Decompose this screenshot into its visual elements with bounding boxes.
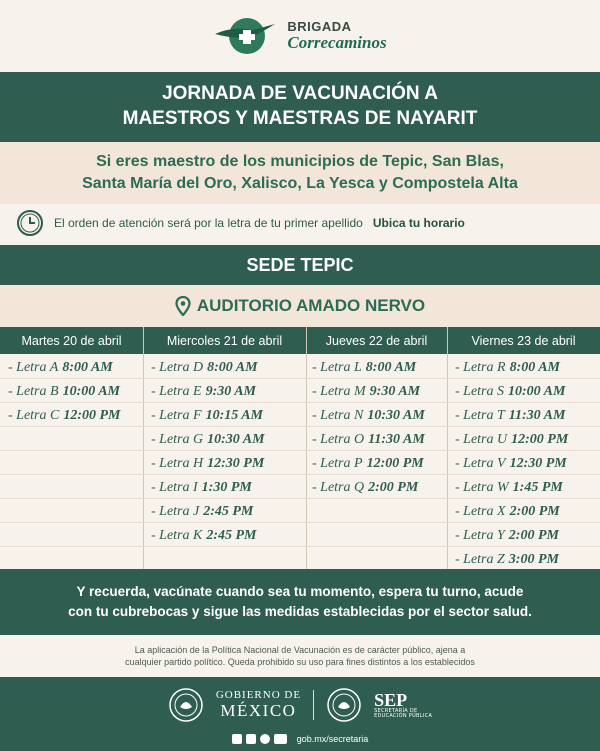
slot-time: 10:00 AM [508,384,566,399]
slot-letter: - Letra W [455,480,509,495]
attention-order-note [0,204,600,242]
slot-letter: - Letra P [312,456,363,471]
slot-letter: - Letra U [455,432,508,447]
slot-letter: - Letra O [312,432,365,447]
sep-sub2: EDUCACIÓN PÚBLICA [374,713,433,719]
location-pin-icon [175,296,191,316]
slot-letter: - Letra V [455,456,506,471]
slot-jueves-6 [312,476,418,500]
slot-letter: - Letra F [151,408,202,423]
day-header-miercoles: Miercoles 21 de abril [166,333,283,348]
twitter-icon[interactable] [246,734,256,744]
facebook-icon[interactable] [232,734,242,744]
slot-letter: - Letra Y [455,528,505,543]
social-links [0,731,600,747]
slot-time: 10:15 AM [205,408,263,423]
intro-line2: Santa María del Oro, Xalisco, La Yesca y Compostela Alta [82,175,518,192]
slot-time: 11:30 AM [508,408,566,423]
slot-jueves-5 [312,452,424,476]
column-divider [143,327,144,569]
order-text: El orden de atención será por la letra de tu primer apellido [54,216,363,230]
roadrunner-logo-icon [213,14,277,58]
slot-letter: - Letra M [312,384,366,399]
slot-letter: - Letra R [455,360,506,375]
disclaimer-line1: La aplicación de la Política Nacional de Vacunación es de carácter público, ajena a [134,644,466,655]
slot-letter: - Letra S [455,384,504,399]
slot-viernes-4 [455,428,568,452]
day-header-jueves: Jueves 22 de abril [325,333,428,348]
slot-viernes-3 [455,404,565,428]
slot-jueves-4 [312,428,425,452]
sep-seal-icon [326,687,362,723]
slot-letter: - Letra L [312,360,362,375]
slot-time: 2:00 PM [509,504,560,519]
youtube-icon[interactable] [274,734,287,744]
slot-viernes-5 [455,452,567,476]
slot-letter: - Letra T [455,408,505,423]
intro-line1: Si eres maestro de los municipios de Tepic, San Blas, [96,153,504,171]
slot-time: 10:30 AM [367,408,425,423]
mexico-seal-icon [168,687,204,723]
reminder-line2: con tu cubrebocas y sigue las medidas establecidas por el sector salud. [68,604,532,619]
logo-divider [313,690,314,720]
day-header-viernes: Viernes 23 de abril [471,333,576,348]
instagram-icon[interactable] [260,734,270,744]
slot-letter: - Letra A [8,360,59,375]
slot-jueves-3 [312,404,425,428]
slot-time: 10:30 AM [207,432,265,447]
sede-title: SEDE TEPIC [0,245,600,285]
slot-martes-1 [8,356,113,380]
logo-line2: Correcaminos [287,32,387,52]
venue-name: AUDITORIO AMADO NERVO [196,296,426,315]
slot-time: 11:30 AM [368,432,425,447]
slot-miercoles-4 [151,428,265,452]
slot-jueves-2 [312,380,420,404]
slot-letter: - Letra D [151,360,204,375]
slot-viernes-6 [455,476,563,500]
slot-miercoles-5 [151,452,264,476]
slot-time: 8:00 AM [365,360,417,375]
slot-viernes-8 [455,524,559,548]
slot-letter: - Letra C [8,408,60,423]
sep-logo-text [374,691,432,719]
slot-miercoles-2 [151,380,256,404]
schedule-table [0,327,600,569]
slot-time: 9:30 AM [369,384,421,399]
reminder-line1: Y recuerda, vacúnate cuando sea tu momento, espera tu turno, acude [76,584,524,600]
sep-sub1: SECRETARÍA DE [374,708,418,714]
slot-miercoles-7 [151,500,253,524]
schedule-header [0,327,600,354]
logo-line1: BRIGADA [287,19,352,35]
slot-time: 8:00 AM [207,360,258,375]
slot-time: 2:45 PM [206,528,257,543]
slot-time: 2:00 PM [368,480,419,495]
gob-line2: MÉXICO [220,700,297,720]
slot-letter: - Letra Z [455,552,505,567]
slot-time: 8:00 AM [509,360,560,375]
sep-name: SEP [374,690,408,710]
intro-text [0,142,600,204]
website-link[interactable]: gob.mx/secretaria [296,734,369,744]
slot-time: 2:45 PM [203,504,254,519]
title-line1: JORNADA DE VACUNACIÓN A [162,83,438,105]
government-logos [0,683,600,727]
slot-time: 12:00 PM [366,456,424,471]
reminder-message [0,569,600,635]
gob-line1: GOBIERNO DE [215,689,302,702]
order-highlight: Ubica tu horario [372,216,465,230]
slot-miercoles-1 [151,356,258,380]
slot-viernes-1 [455,356,560,380]
slot-miercoles-8 [151,524,257,548]
slot-time: 8:00 AM [62,360,113,375]
slot-miercoles-6 [151,476,252,500]
slot-letter: - Letra E [151,384,202,399]
legal-disclaimer [0,635,600,677]
slot-time: 1:30 PM [201,480,252,495]
slot-time: 3:00 PM [508,552,559,567]
slot-time: 12:30 PM [207,456,265,471]
slot-jueves-1 [312,356,416,380]
slot-letter: - Letra G [151,432,204,447]
slot-time: 1:45 PM [512,480,563,495]
slot-martes-3 [8,404,121,428]
slot-martes-2 [8,380,120,404]
slot-time: 12:00 PM [63,408,121,423]
slot-time: 2:00 PM [508,528,559,543]
slot-viernes-7 [455,500,560,524]
slot-letter: - Letra B [8,384,59,399]
slot-time: 10:00 AM [62,384,120,399]
brand-logo [0,0,600,72]
disclaimer-line2: cualquier partido político. Queda prohibido su uso para fines distintos a los establecidos [125,657,475,667]
venue-title [0,285,600,327]
title-line2: MAESTROS Y MAESTRAS DE NAYARIT [122,108,478,129]
slot-time: 12:00 PM [511,432,569,447]
slot-time: 12:30 PM [509,456,567,471]
slot-miercoles-3 [151,404,263,428]
slot-letter: - Letra Q [312,480,365,495]
slot-letter: - Letra K [151,528,203,543]
slot-letter: - Letra H [151,456,204,471]
slot-letter: - Letra J [151,504,200,519]
page-title [0,72,600,142]
clock-icon [16,209,44,237]
column-divider [447,327,448,569]
slot-time: 9:30 AM [205,384,256,399]
footer [0,677,600,751]
slot-letter: - Letra I [151,480,198,495]
column-divider [306,327,307,569]
gobierno-logo-text [216,690,301,719]
day-header-martes: Martes 20 de abril [21,333,122,348]
slot-letter: - Letra N [312,408,364,423]
slot-viernes-2 [455,380,565,404]
slot-letter: - Letra X [455,504,506,519]
